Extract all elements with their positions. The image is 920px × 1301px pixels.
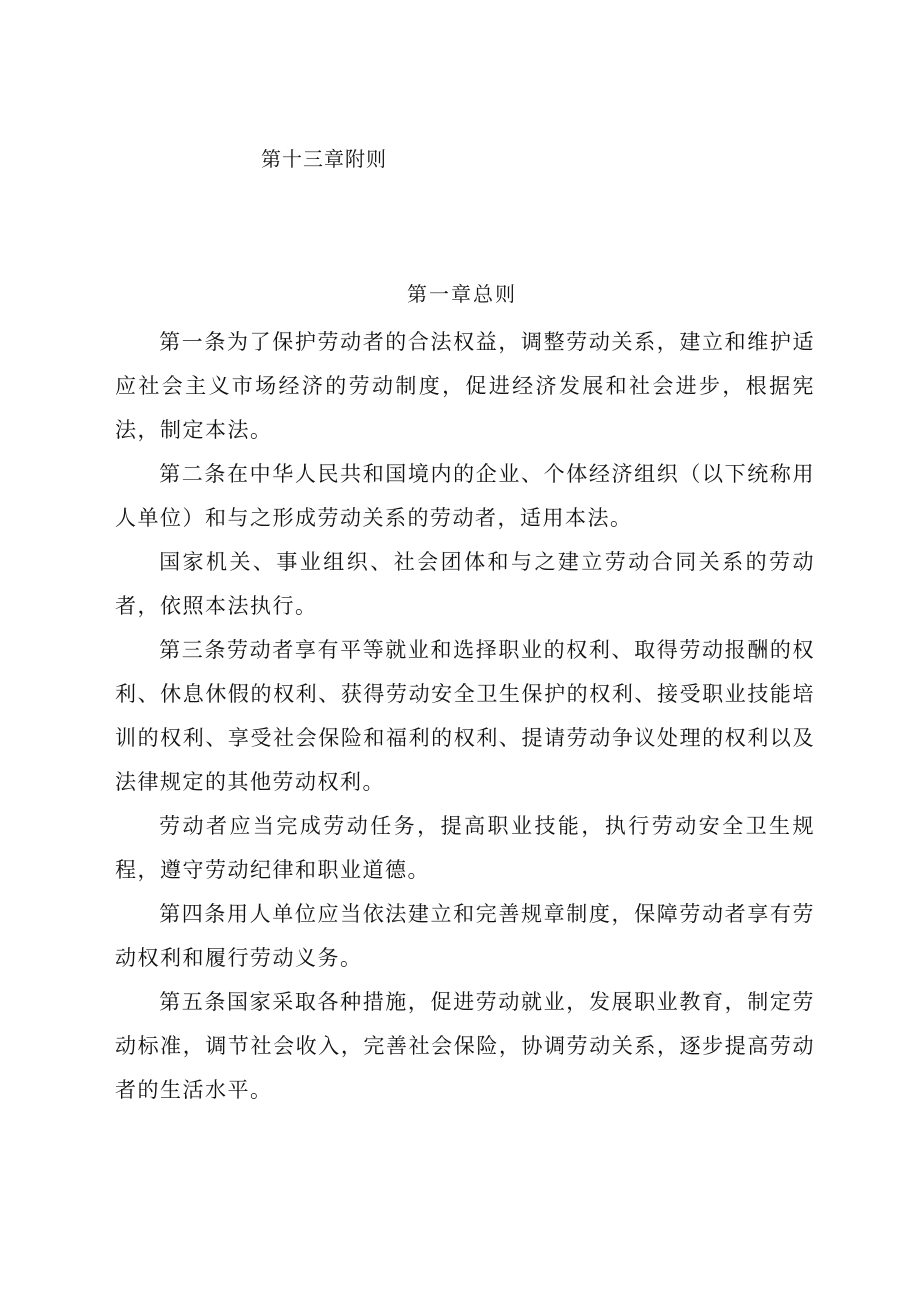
chapter-title: 第一章总则 <box>407 282 517 306</box>
paragraph-article-4: 第四条用人单位应当依法建立和完善规章制度，保障劳动者享有劳动权利和履行劳动义务。 <box>115 902 815 970</box>
paragraph-article-2: 第二条在中华人民共和国境内的企业、个体经济组织（以下统称用人单位）和与之形成劳动关系的劳动者，适用本法。 <box>115 462 815 530</box>
paragraph-article-1: 第一条为了保护劳动者的合法权益，调整劳动关系，建立和维护适应社会主义市场经济的劳动制度，促进经济发展和社会进步，根据宪法，制定本法。 <box>115 330 815 442</box>
toc-entry-chapter-13: 第十三章附则 <box>261 147 387 171</box>
paragraph-article-3-clause-2: 劳动者应当完成劳动任务，提高职业技能，执行劳动安全卫生规程，遵守劳动纪律和职业道德。 <box>115 814 815 882</box>
paragraph-article-3: 第三条劳动者享有平等就业和选择职业的权利、取得劳动报酬的权利、休息休假的权利、获得劳动安全卫生保护的权利、接受职业技能培训的权利、享受社会保险和福利的权利、提请劳动争议处理的权利以及法律规定的其他劳动权利。 <box>115 638 815 794</box>
paragraph-article-2-clause-2: 国家机关、事业组织、社会团体和与之建立劳动合同关系的劳动者，依照本法执行。 <box>115 550 815 618</box>
paragraph-article-5: 第五条国家采取各种措施，促进劳动就业，发展职业教育，制定劳动标准，调节社会收入，完善社会保险，协调劳动关系，逐步提高劳动者的生活水平。 <box>115 990 815 1102</box>
chapter-body <box>115 320 815 1112</box>
